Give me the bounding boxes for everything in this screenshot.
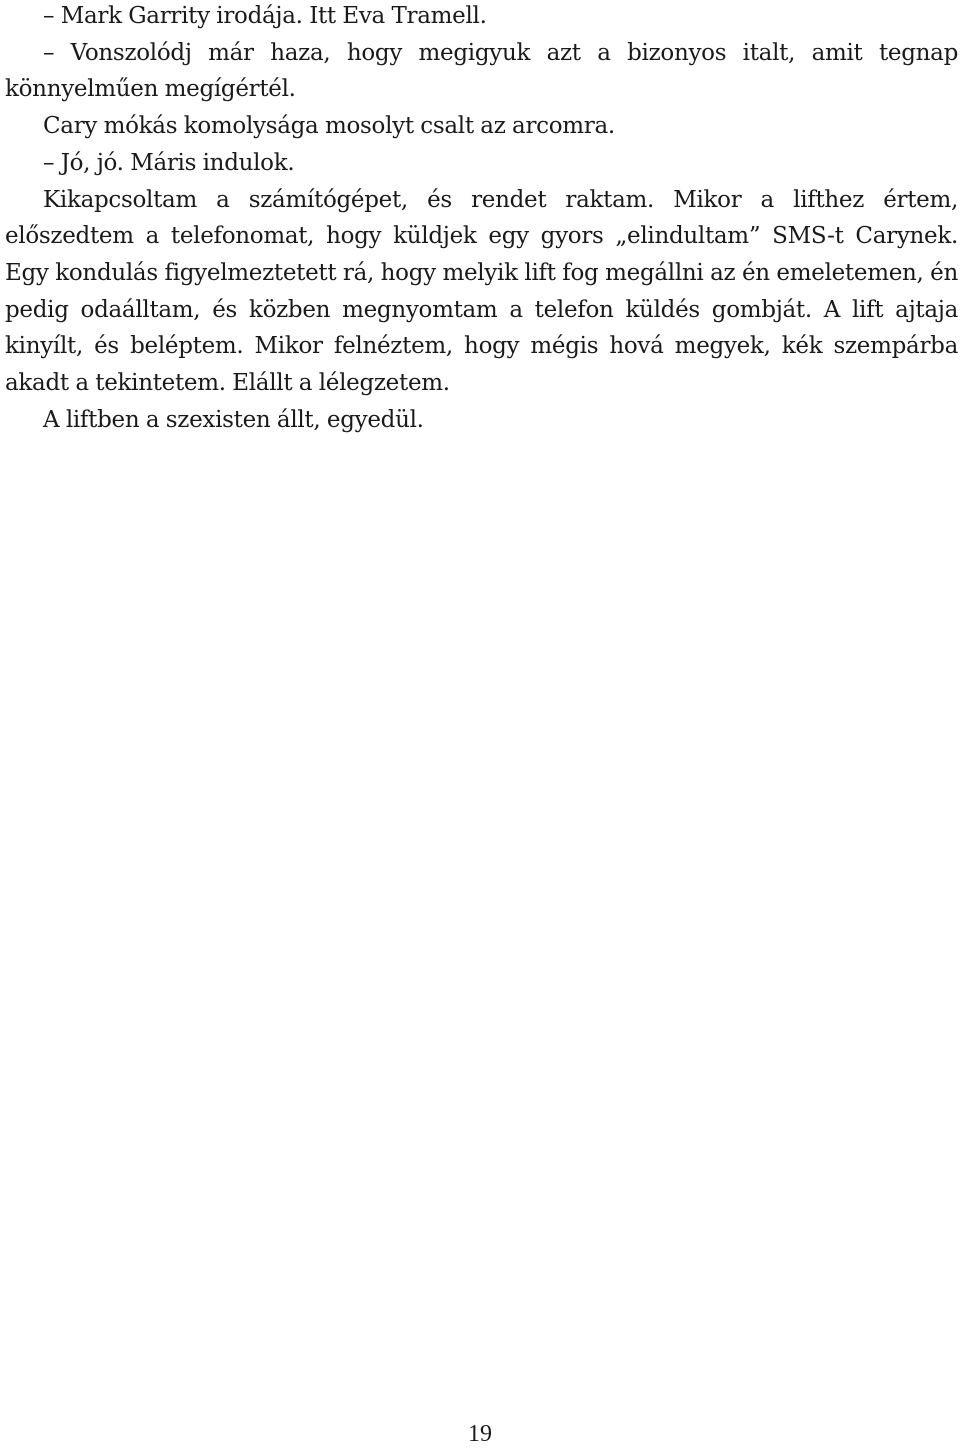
page-body <box>5 0 958 438</box>
dialogue-line-3: – Jó, jó. Máris indulok. <box>43 149 295 176</box>
narrative-paragraph-2: Kikapcsoltam a számítógépet, és rendet raktam. Mikor a lifthez értem, előszedtem a telefonomat, hogy küldjek egy gyors „elindultam” SMS-t Carynek. Egy kondulás figyelmeztetett rá, hogy melyik lift fog megállni az én emeletemen, én pedig odaálltam, és közben megnyomtam a telefon küldés gombját. A lift ajtaja kinyílt, és beléptem. Mikor felnéztem, hogy mégis hová megyek, kék szempárba akadt a tekintetem. Elállt a lélegzetem. <box>5 186 958 397</box>
dialogue-line-2: – Vonszolódj már haza, hogy megigyuk azt a bizonyos italt, amit tegnap könnyelműen megígértél. <box>5 39 958 103</box>
page-number: 19 <box>468 1421 492 1447</box>
dialogue-line-1: – Mark Garrity irodája. Itt Eva Tramell. <box>43 3 487 29</box>
narrative-paragraph-3: A liftben a szexisten állt, egyedül. <box>43 406 424 433</box>
narrative-paragraph-1: Cary mókás komolysága mosolyt csalt az arcomra. <box>43 113 615 140</box>
